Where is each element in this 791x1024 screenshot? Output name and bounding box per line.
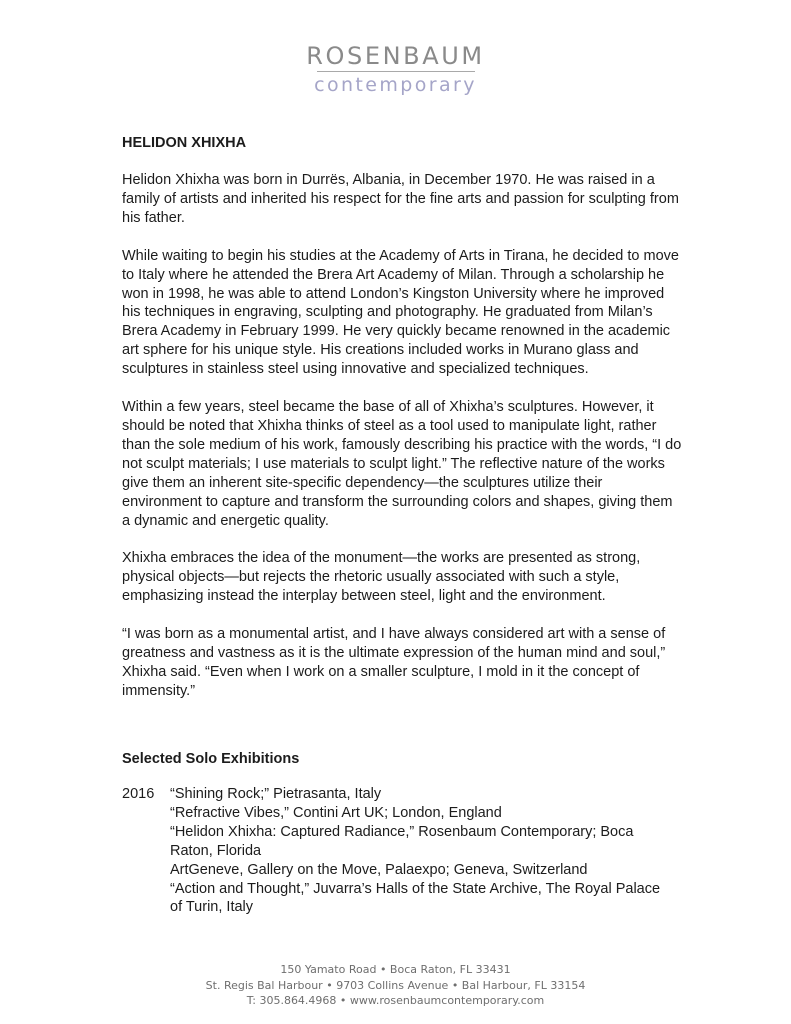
page-footer: [0, 962, 791, 1009]
exhibition-item: ArtGeneve, Gallery on the Move, Palaexpo; Geneva, Switzerland: [170, 861, 588, 878]
footer-contact: T: 305.864.4968 • www.rosenbaumcontemporary.com: [246, 994, 545, 1007]
gallery-logo: [0, 42, 791, 96]
logo-wordmark-top: ROSENBAUM: [306, 42, 485, 70]
bio-paragraph-education: While waiting to begin his studies at the Academy of Arts in Tirana, he decided to move to Italy where he attended the Brera Art Academy of Milan. Through a scholarship he won in 1998, he was able to attend London’s Kingston University where he improved his techniques in engraving, sculpting and photography. He graduated from Milan’s Brera Academy in February 1999. He very quickly became renowned in the academic art sphere for his unique style. His creations included works in Murano glass and sculptures in stainless steel using innovative and specialized techniques.: [122, 247, 679, 378]
exhibition-item: “Action and Thought,” Juvarra’s Halls of the State Archive, The Royal Palace of Turin, Italy: [170, 880, 661, 916]
exhibition-item: “Refractive Vibes,” Contini Art UK; London, England: [170, 804, 502, 821]
bio-paragraph-monument: Xhixha embraces the idea of the monument—the works are presented as strong, physical objects—but rejects the rhetoric usually associated with such a style, emphasizing instead the interplay between steel, light and the environment.: [122, 550, 641, 605]
exhibition-year: 2016: [122, 786, 155, 802]
exhibition-items: [170, 785, 670, 917]
exhibition-item: “Shining Rock;” Pietrasanta, Italy: [170, 786, 382, 802]
footer-address-bal-harbour: St. Regis Bal Harbour • 9703 Collins Avenue • Bal Harbour, FL 33154: [205, 978, 586, 992]
biography-body: [122, 133, 682, 720]
logo-wordmark-bottom: contemporary: [314, 74, 477, 96]
bio-paragraph-steel: Within a few years, steel became the base of all of Xhixha’s sculptures. However, it should be noted that Xhixha thinks of steel as a tool used to manipulate light, rather than the sole medium of his work, famously describing his practice with the words, “I do not sculpt materials; I use materials to sculpt light.” The reflective nature of the works give them an inherent site-specific dependency—the sculptures utilize their environment to capture and transform the surrounding colors and shapes, giving them a dynamic and energetic quality.: [122, 399, 682, 529]
footer-address-boca: 150 Yamato Road • Boca Raton, FL 33431: [280, 963, 511, 976]
exhibition-item: “Helidon Xhixha: Captured Radiance,” Rosenbaum Contemporary; Boca Raton, Florida: [170, 823, 634, 859]
bio-paragraph-birth: Helidon Xhixha was born in Durrës, Albania, in December 1970. He was raised in a family of artists and inherited his respect for the fine arts and passion for sculpting from his father.: [122, 172, 679, 226]
artist-name-title: HELIDON XHIXHA: [122, 135, 247, 151]
solo-exhibitions-heading: Selected Solo Exhibitions: [122, 751, 300, 767]
bio-paragraph-quote: “I was born as a monumental artist, and I have always considered art with a sense of greatness and vastness as it is the ultimate expression of the human mind and soul,” Xhixha said. “Even when I work on a smaller sculpture, I mold in it the concept of immensity.”: [122, 626, 666, 699]
logo-divider: [317, 71, 475, 72]
